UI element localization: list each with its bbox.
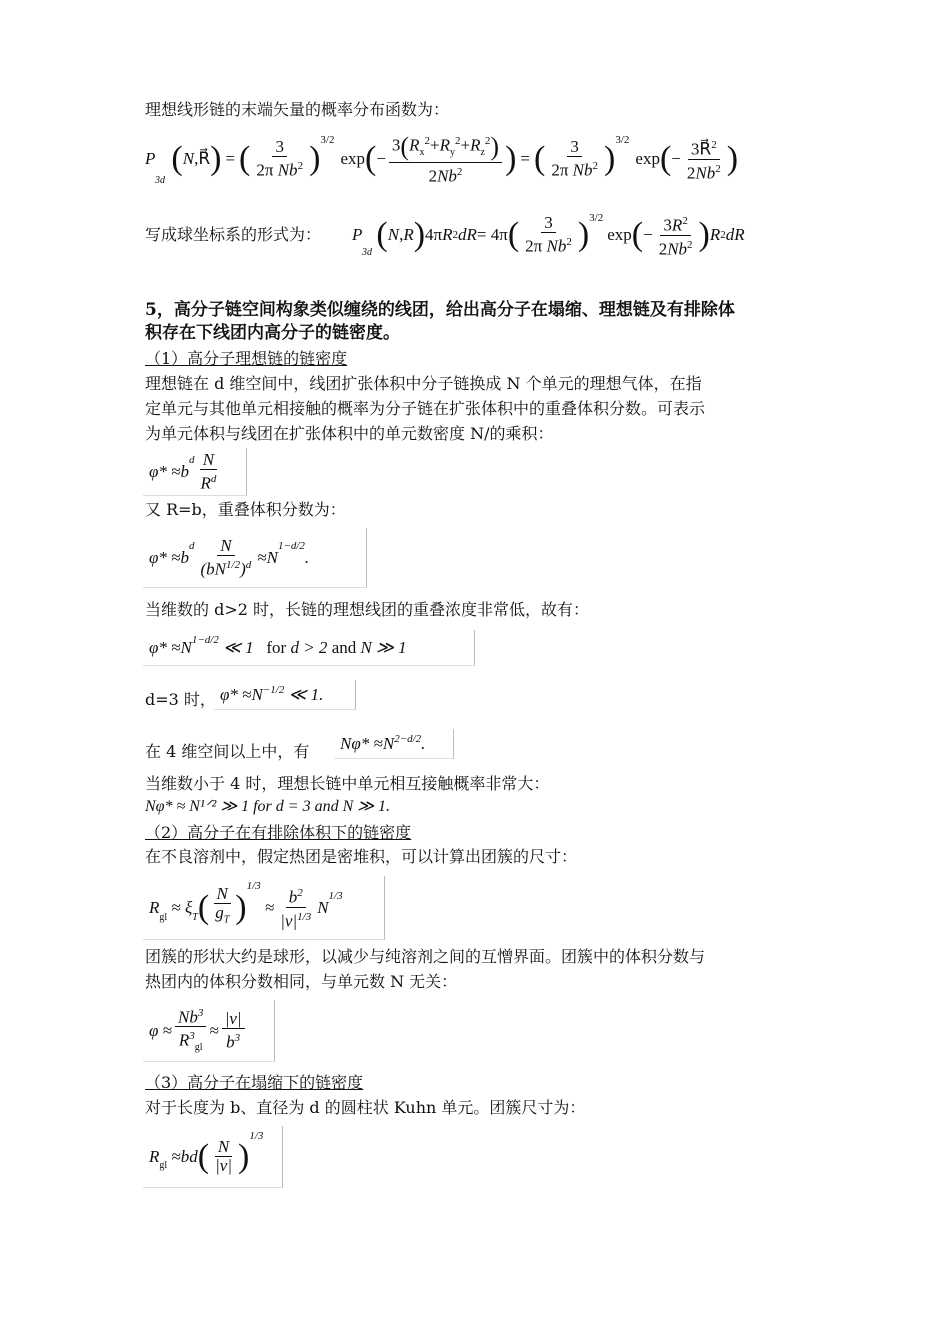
formula-d-lt-4: Nφ* ≈ N¹ᐟ² ≫ 1 for d = 3 and N ≫ 1.	[145, 798, 390, 815]
formula-for-word: for	[266, 637, 287, 657]
paragraph-ideal-line1: 理想链在 d 维空间中，线团扩张体积中分子链换成 N 个单元的理想气体，在指	[145, 374, 702, 393]
formula-dim4: N φ* ≈ N $^{2-d/2}$ .	[334, 729, 454, 759]
paragraph-r-eq-b: 又 R=b，重叠体积分数为：	[145, 500, 346, 519]
section-heading-line1: 5，高分子链空间构象类似缠绕的线团，给出高分子在塌缩、理想链及有排除体	[145, 300, 735, 320]
formula-overlap-fraction: φ* ≈ b $^d$ $\frac{N}{(bN^{1/2})^d}$ ≈ N $^{1-d/2}$ .	[143, 528, 367, 588]
intro-text-spherical: 写成球坐标系的形式为：	[145, 225, 322, 244]
paragraph-d-lt-4: 当维数小于 4 时，理想长链中单元相互接触概率非常大：	[145, 774, 550, 793]
formula-spherical: P 3d ( N , R ) 4π R 2 dR = 4π ( $\frac{3}{2\pi Nb^2}$ ) $^{3/2}$ exp ( − $\frac{3R^2}{2Nb^2}$ ) R 2 dR	[352, 212, 745, 259]
subsection-title-ideal: （1）高分子理想链的链密度	[145, 349, 348, 368]
formula-p3d: P 3d ( N ,R⃗ ) = ( $\frac{3}{2\pi Nb^2}$ ) $^{3/2}$ exp ( − $\frac{3(R_x^2+R_y^2+R_z^2)}{2Nb^2}$ ) = ( $\frac{3}{2\pi Nb^2}$ ) $^{3/2}$ exp ( − $\frac{3R⃗^2}{2Nb^2}$ )	[145, 131, 739, 186]
formula-rgl-collapsed: R $_{gl}$ ≈ bd ( $\frac{N}{|v|}$ ) $^{1/3}$	[143, 1126, 283, 1188]
paragraph-cluster-shape-line1: 团簇的形状大约是球形，以减少与纯溶剂之间的互憎界面。团簇中的体积分数与	[145, 947, 706, 966]
section-heading-line2: 积存在下线团内高分子的链密度。	[145, 323, 400, 343]
intro-text-p3d: 理想线形链的末端矢量的概率分布函数为：	[145, 100, 450, 119]
formula-overlap-def: φ* ≈ b $^d$ $\frac{N}{R^d}$	[143, 448, 247, 496]
paragraph-d-gt-2: 当维数的 d>2 时，长链的理想线团的重叠浓度非常低，故有：	[145, 600, 590, 619]
paragraph-ideal-line2: 定单元与其他单元相接触的概率为分子链在扩张体积中的重叠体积分数。可表示	[145, 399, 706, 418]
formula-d3: φ* ≈ N $^{-1/2}$ ≪ 1.	[214, 680, 356, 710]
formula-low-overlap: φ* ≈ N $^{1-d/2}$ ≪ 1 for d > 2 and N ≫ 1	[143, 630, 475, 666]
paragraph-ideal-line3: 为单元体积与线团在扩张体积中的单元数密度 N/的乘积：	[145, 424, 554, 443]
subsection-title-collapsed: （3）高分子在塌缩下的链密度	[145, 1073, 364, 1092]
paragraph-kuhn: 对于长度为 b、直径为 d 的圆柱状 Kuhn 单元。团簇尺寸为：	[145, 1098, 586, 1117]
label-dim4: 在 4 维空间以上中，有	[145, 742, 310, 761]
formula-and-word: and	[331, 637, 357, 657]
label-d3: d=3 时，	[145, 690, 216, 709]
paragraph-cluster-shape-line2: 热团内的体积分数相同，与单元数 N 无关：	[145, 972, 458, 991]
paragraph-poor-solvent: 在不良溶剂中，假定热团是密堆积，可以计算出团簇的尺寸：	[145, 847, 578, 866]
formula-rgl-excluded: R $_{gl}$ ≈ ξ T ( $\frac{N}{g_T}$ ) $^{1/3}$ ≈ $\frac{b^2}{|v|^{1/3}}$ N $^{1/3}$	[143, 876, 385, 940]
formula-volume-fraction: φ ≈ $\frac{Nb^3}{R^3_{gl}}$ ≈ $\frac{|v|}{b^3}$	[143, 1000, 275, 1062]
subsection-title-excluded: （2）高分子在有排除体积下的链密度	[145, 823, 412, 842]
